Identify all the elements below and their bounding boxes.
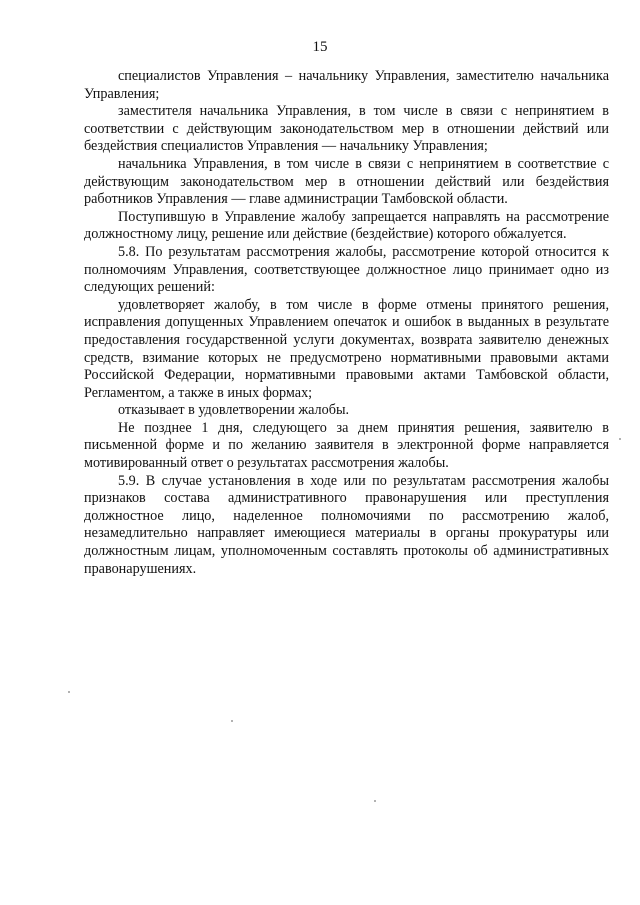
document-body [84,68,609,578]
paragraph-1: специалистов Управления – начальнику Управления, заместителю начальника Управления; [84,68,609,102]
paragraph-3: начальника Управления, в том числе в связи с непринятием в соответствие с действующим законодательством мер в отношении действий или бездействия работников Управления — главе администрации Тамбовской области. [84,155,609,208]
scan-speck [231,720,233,722]
page-number: 15 [312,39,328,55]
scan-speck [619,438,621,440]
scan-speck [374,800,376,802]
paragraph-5-9: 5.9. В случае установления в ходе или по результатам рассмотрения жалобы признаков состава административного правонарушения или преступления должностное лицо, наделенное полномочиями по рассмотрению жалоб, незамедлительно направляет имеющиеся материалы в органы прокуратуры или должностным лицам, уполномоченным составлять протоколы об административных правонарушениях. [84,472,609,577]
paragraph-4: Поступившую в Управление жалобу запрещается направлять на рассмотрение должностному лицу, решение или действие (бездействие) которого обжалуется. [84,208,609,243]
scan-speck [68,691,70,693]
paragraph-5-8: 5.8. По результатам рассмотрения жалобы, рассмотрение которой относится к полномочиям Управления, соответствующее должностное лицо принимает одно из следующих решений: [84,243,609,296]
paragraph-2: заместителя начальника Управления, в том числе в связи с непринятием в соответствии с действующим законодательством мер в отношении действий или бездействия специалистов Управления — начальнику Управления; [84,103,609,155]
paragraph-refuse: отказывает в удовлетворении жалобы. [118,402,350,419]
paragraph-satisfy: удовлетворяет жалобу, в том числе в форме отмены принятого решения, исправления допущенных Управлением опечаток и ошибок в выданных в результате предоставления государственной услуги документах, возврата заявителю денежных средств, взимание которых не предусмотрено нормативными правовыми актами Российской Федерации, нормативными правовыми актами Тамбовской области, Регламентом, а также в иных формах; [84,296,609,401]
paragraph-response: Не позднее 1 дня, следующего за днем принятия решения, заявителю в письменной форме и по желанию заявителя в электронной форме направляется мотивированный ответ о результатах рассмотрения жалобы. [84,419,609,472]
